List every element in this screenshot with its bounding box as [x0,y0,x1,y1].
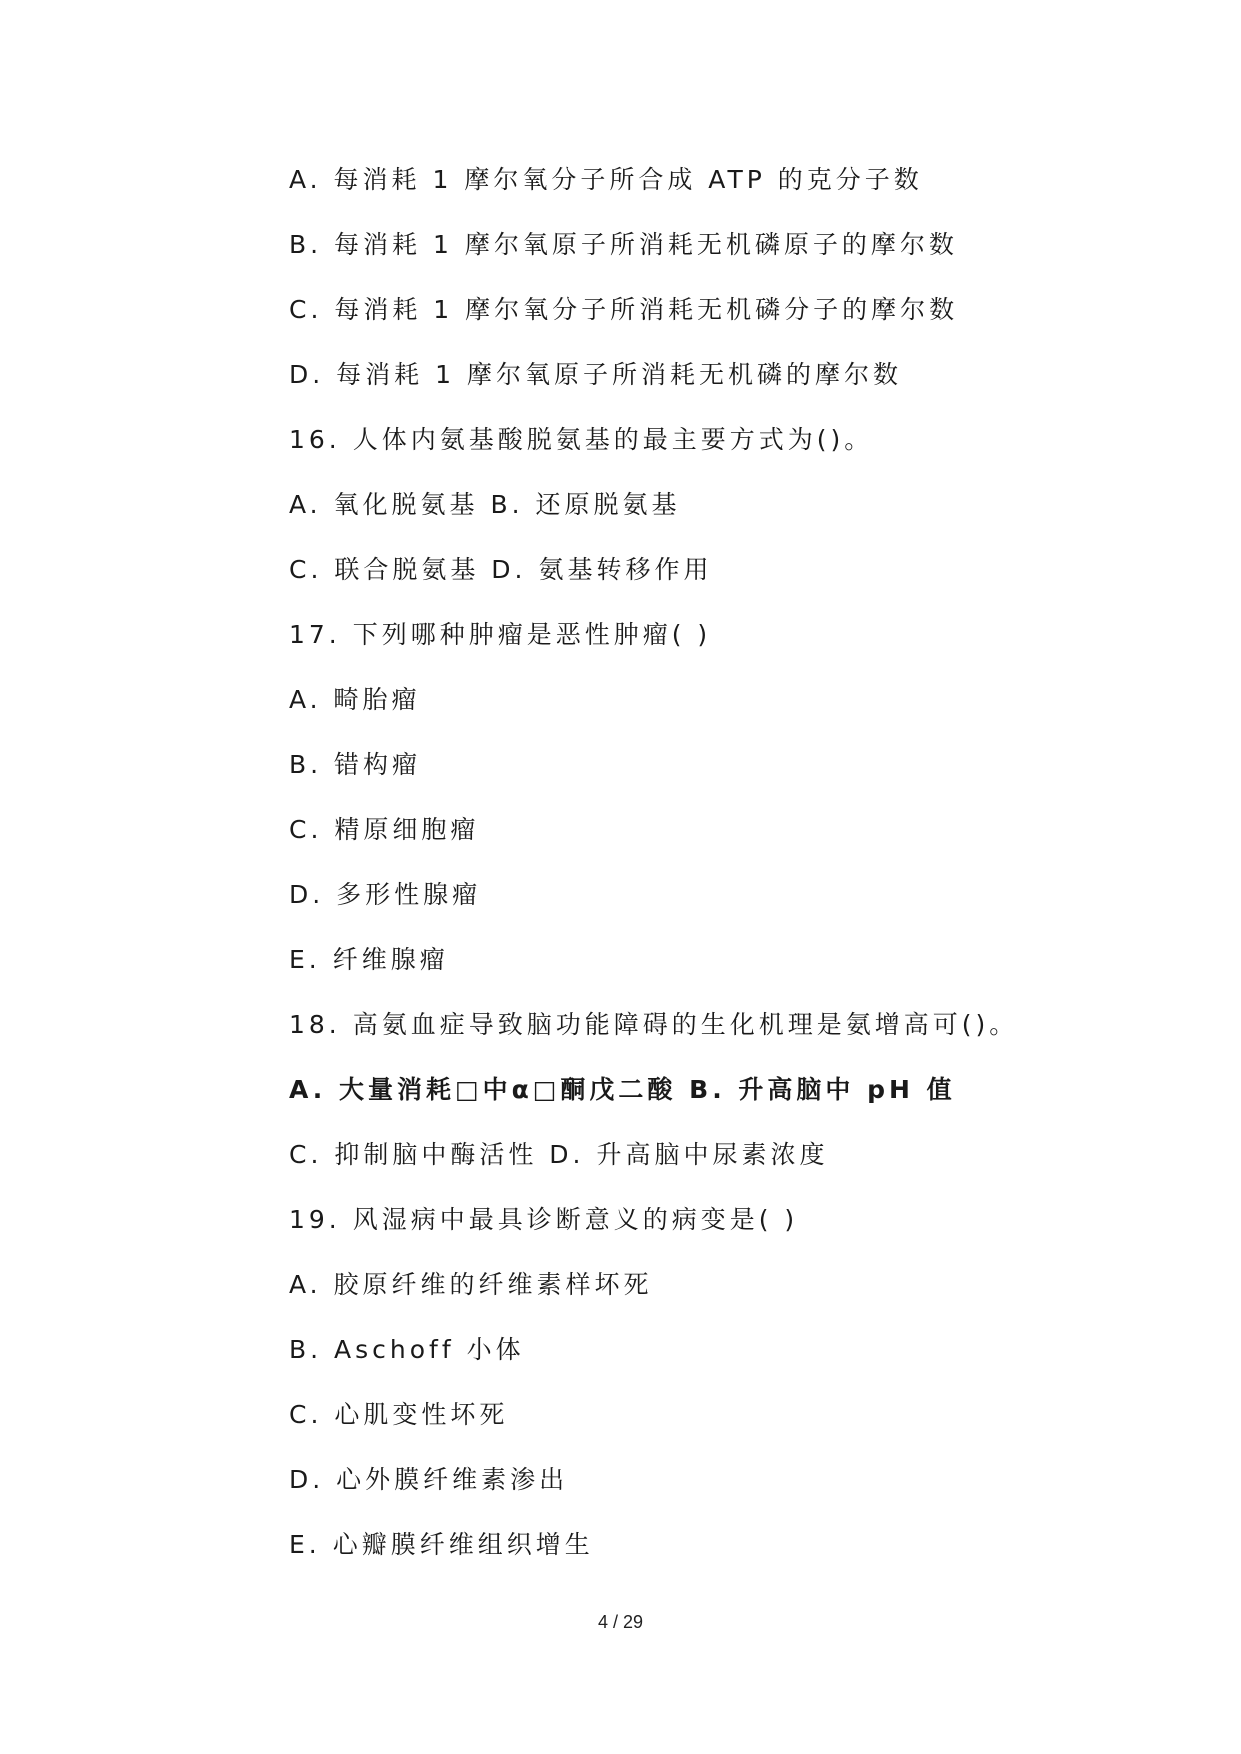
option-line: A. 大量消耗□中α□酮戊二酸 B. 升高脑中 pH 值 [289,1075,956,1104]
option-line: D. 心外膜纤维素渗出 [289,1465,569,1494]
option-line: D. 每消耗 1 摩尔氧原子所消耗无机磷的摩尔数 [289,360,902,389]
page-content [289,158,1169,1588]
option-line: C. 精原细胞瘤 [289,815,480,844]
option-line: D. 多形性腺瘤 [289,880,482,909]
option-line: A. 畸胎瘤 [289,685,421,714]
option-line: E. 心瓣膜纤维组织增生 [289,1530,594,1559]
option-line: A. 每消耗 1 摩尔氧分子所合成 ATP 的克分子数 [289,165,923,194]
question-17: 17. 下列哪种肿瘤是恶性肿瘤( ) [289,620,712,649]
option-line: B. 错构瘤 [289,750,422,779]
option-line: C. 抑制脑中酶活性 D. 升高脑中尿素浓度 [289,1140,829,1169]
option-line: C. 联合脱氨基 D. 氨基转移作用 [289,555,713,584]
option-line: A. 氧化脱氨基 B. 还原脱氨基 [289,490,681,519]
question-16: 16. 人体内氨基酸脱氨基的最主要方式为()。 [289,425,874,454]
question-18: 18. 高氨血症导致脑功能障碍的生化机理是氨增高可()。 [289,1010,1019,1039]
option-line: B. Aschoff 小体 [289,1335,525,1364]
option-line: C. 每消耗 1 摩尔氧分子所消耗无机磷分子的摩尔数 [289,295,959,324]
option-line: A. 胶原纤维的纤维素样坏死 [289,1270,653,1299]
question-19: 19. 风湿病中最具诊断意义的病变是( ) [289,1205,799,1234]
option-line: B. 每消耗 1 摩尔氧原子所消耗无机磷原子的摩尔数 [289,230,958,259]
page-number: 4 / 29 [597,1612,644,1632]
option-line: C. 心肌变性坏死 [289,1400,509,1429]
option-line: E. 纤维腺瘤 [289,945,449,974]
